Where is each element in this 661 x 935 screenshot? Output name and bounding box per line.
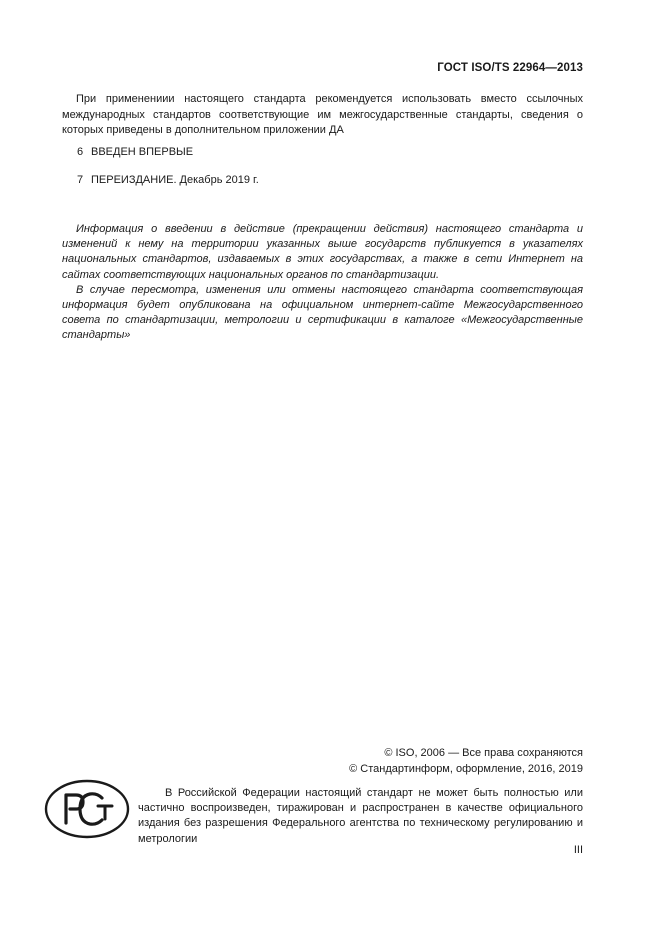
copyright-iso: © ISO, 2006 — Все права сохраняются: [384, 747, 583, 759]
info-paragraph-introduction: Информация о введении в действие (прекращении действия) настоящего стандарта и изменений к нему на территории указанных выше государств публикуется в указателях национальных стандартов, издаваемых в этих государствах, а также в сети Интернет на сайтах соответствующих национальных органов по стандартизации.: [62, 223, 583, 281]
gost-r-certification-mark-icon: [44, 779, 130, 839]
info-block: [62, 222, 583, 344]
item-number: 6: [77, 146, 84, 158]
item-number: 7: [77, 174, 84, 186]
notice-text: В Российской Федерации настоящий стандарт не может быть полностью или частично воспроизведен, тиражирован и распространен в качестве официального издания без разрешения Федерального агентства по техническому регулированию и метрологии: [138, 787, 583, 845]
page-number: III: [573, 844, 583, 856]
list-item: [77, 173, 259, 188]
copyright-standartinform: © Стандартинформ, оформление, 2016, 2019: [349, 763, 583, 775]
item-text: ВВЕДЕН ВПЕРВЫЕ: [91, 146, 194, 158]
info-paragraph-revision: В случае пересмотра, изменения или отмены настоящего стандарта соответствующая информация будет опубликована на официальном интернет-сайте Межгосударственного совета по стандартизации, метрологии и сертификации в каталоге «Межгосударственные стандарты»: [62, 283, 583, 342]
standard-code-header: ГОСТ ISO/TS 22964—2013: [437, 62, 583, 74]
list-item: [77, 145, 193, 160]
item-text: ПЕРЕИЗДАНИЕ. Декабрь 2019 г.: [91, 174, 259, 186]
recommendation-paragraph: При применениии настоящего стандарта рекомендуется использовать вместо ссылочных международных стандартов соответствующие им межгосударственные стандарты, сведения о которых приведены в дополнительном приложении ДА: [62, 93, 583, 136]
reproduction-notice: [138, 786, 583, 847]
